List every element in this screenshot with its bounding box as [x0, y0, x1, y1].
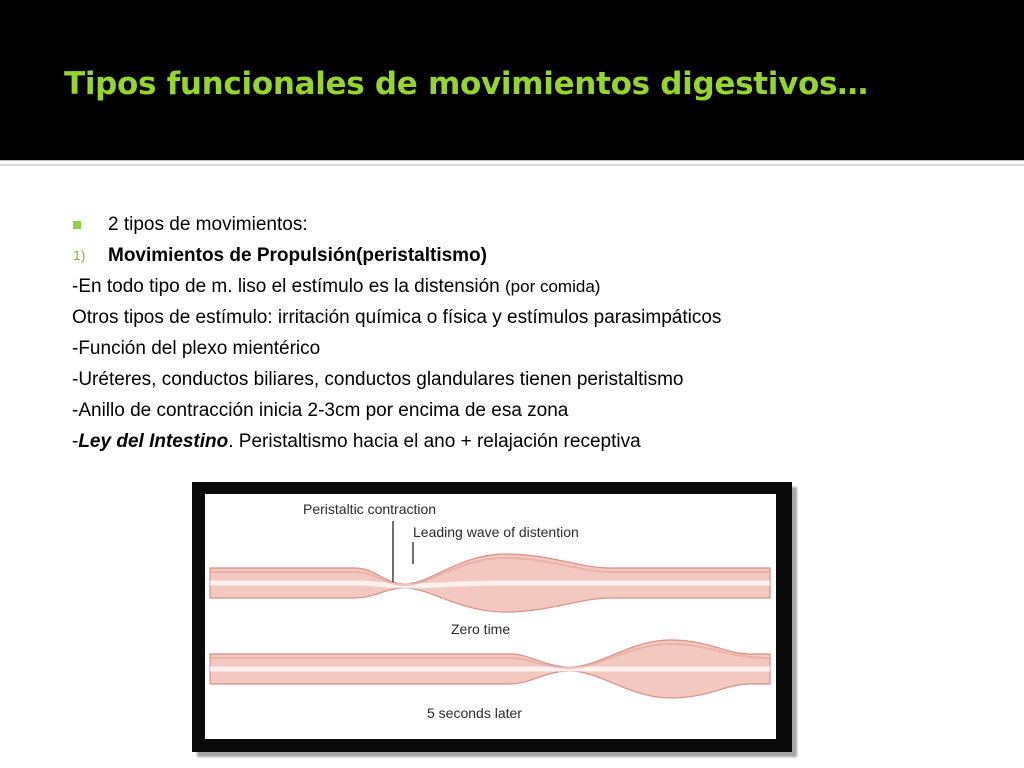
figure-canvas — [205, 494, 776, 739]
body-line-6-dash: - — [72, 431, 79, 452]
bullet-item — [72, 209, 972, 240]
leading-wave-label: Leading wave of distention — [413, 524, 579, 540]
body-line-6-rest: . Peristaltismo hacia el ano + relajación receptiva — [228, 431, 641, 452]
body-line-4: -Uréteres, conductos biliares, conductos glandulares tienen peristaltismo — [72, 369, 684, 390]
square-bullet-icon — [73, 221, 81, 229]
numbered-text: Movimientos de Propulsión(peristaltismo) — [108, 245, 487, 266]
peristaltic-contraction-label: Peristaltic contraction — [303, 501, 437, 517]
body-line-1 — [72, 271, 972, 302]
ley-del-intestino: Ley del Intestino — [78, 431, 229, 452]
bullet-text: 2 tipos de movimientos: — [108, 214, 308, 235]
number-marker: 1) — [73, 247, 86, 263]
body-line-1-paren: (por comida) — [505, 277, 601, 296]
body-line-5: -Anillo de contracción inicia 2-3cm por encima de esa zona — [72, 400, 569, 421]
title-bar — [0, 0, 1024, 160]
zero-time-label: Zero time — [451, 621, 511, 637]
peristalsis-figure — [192, 482, 792, 752]
numbered-item — [72, 240, 972, 271]
body-line-1-main: -En todo tipo de m. liso el estímulo es la distensión — [72, 276, 506, 297]
body-line-6 — [72, 426, 972, 457]
five-seconds-later-label: 5 seconds later — [427, 705, 522, 721]
body-line-3: -Función del plexo mientérico — [72, 338, 321, 359]
slide-body — [72, 209, 972, 457]
body-line-2: Otros tipos de estímulo: irritación química o física y estímulos parasimpáticos — [72, 307, 722, 328]
header-divider — [0, 160, 1024, 166]
slide-title: Tipos funcionales de movimientos digestivos… — [64, 66, 868, 102]
peristalsis-diagram — [205, 494, 776, 739]
